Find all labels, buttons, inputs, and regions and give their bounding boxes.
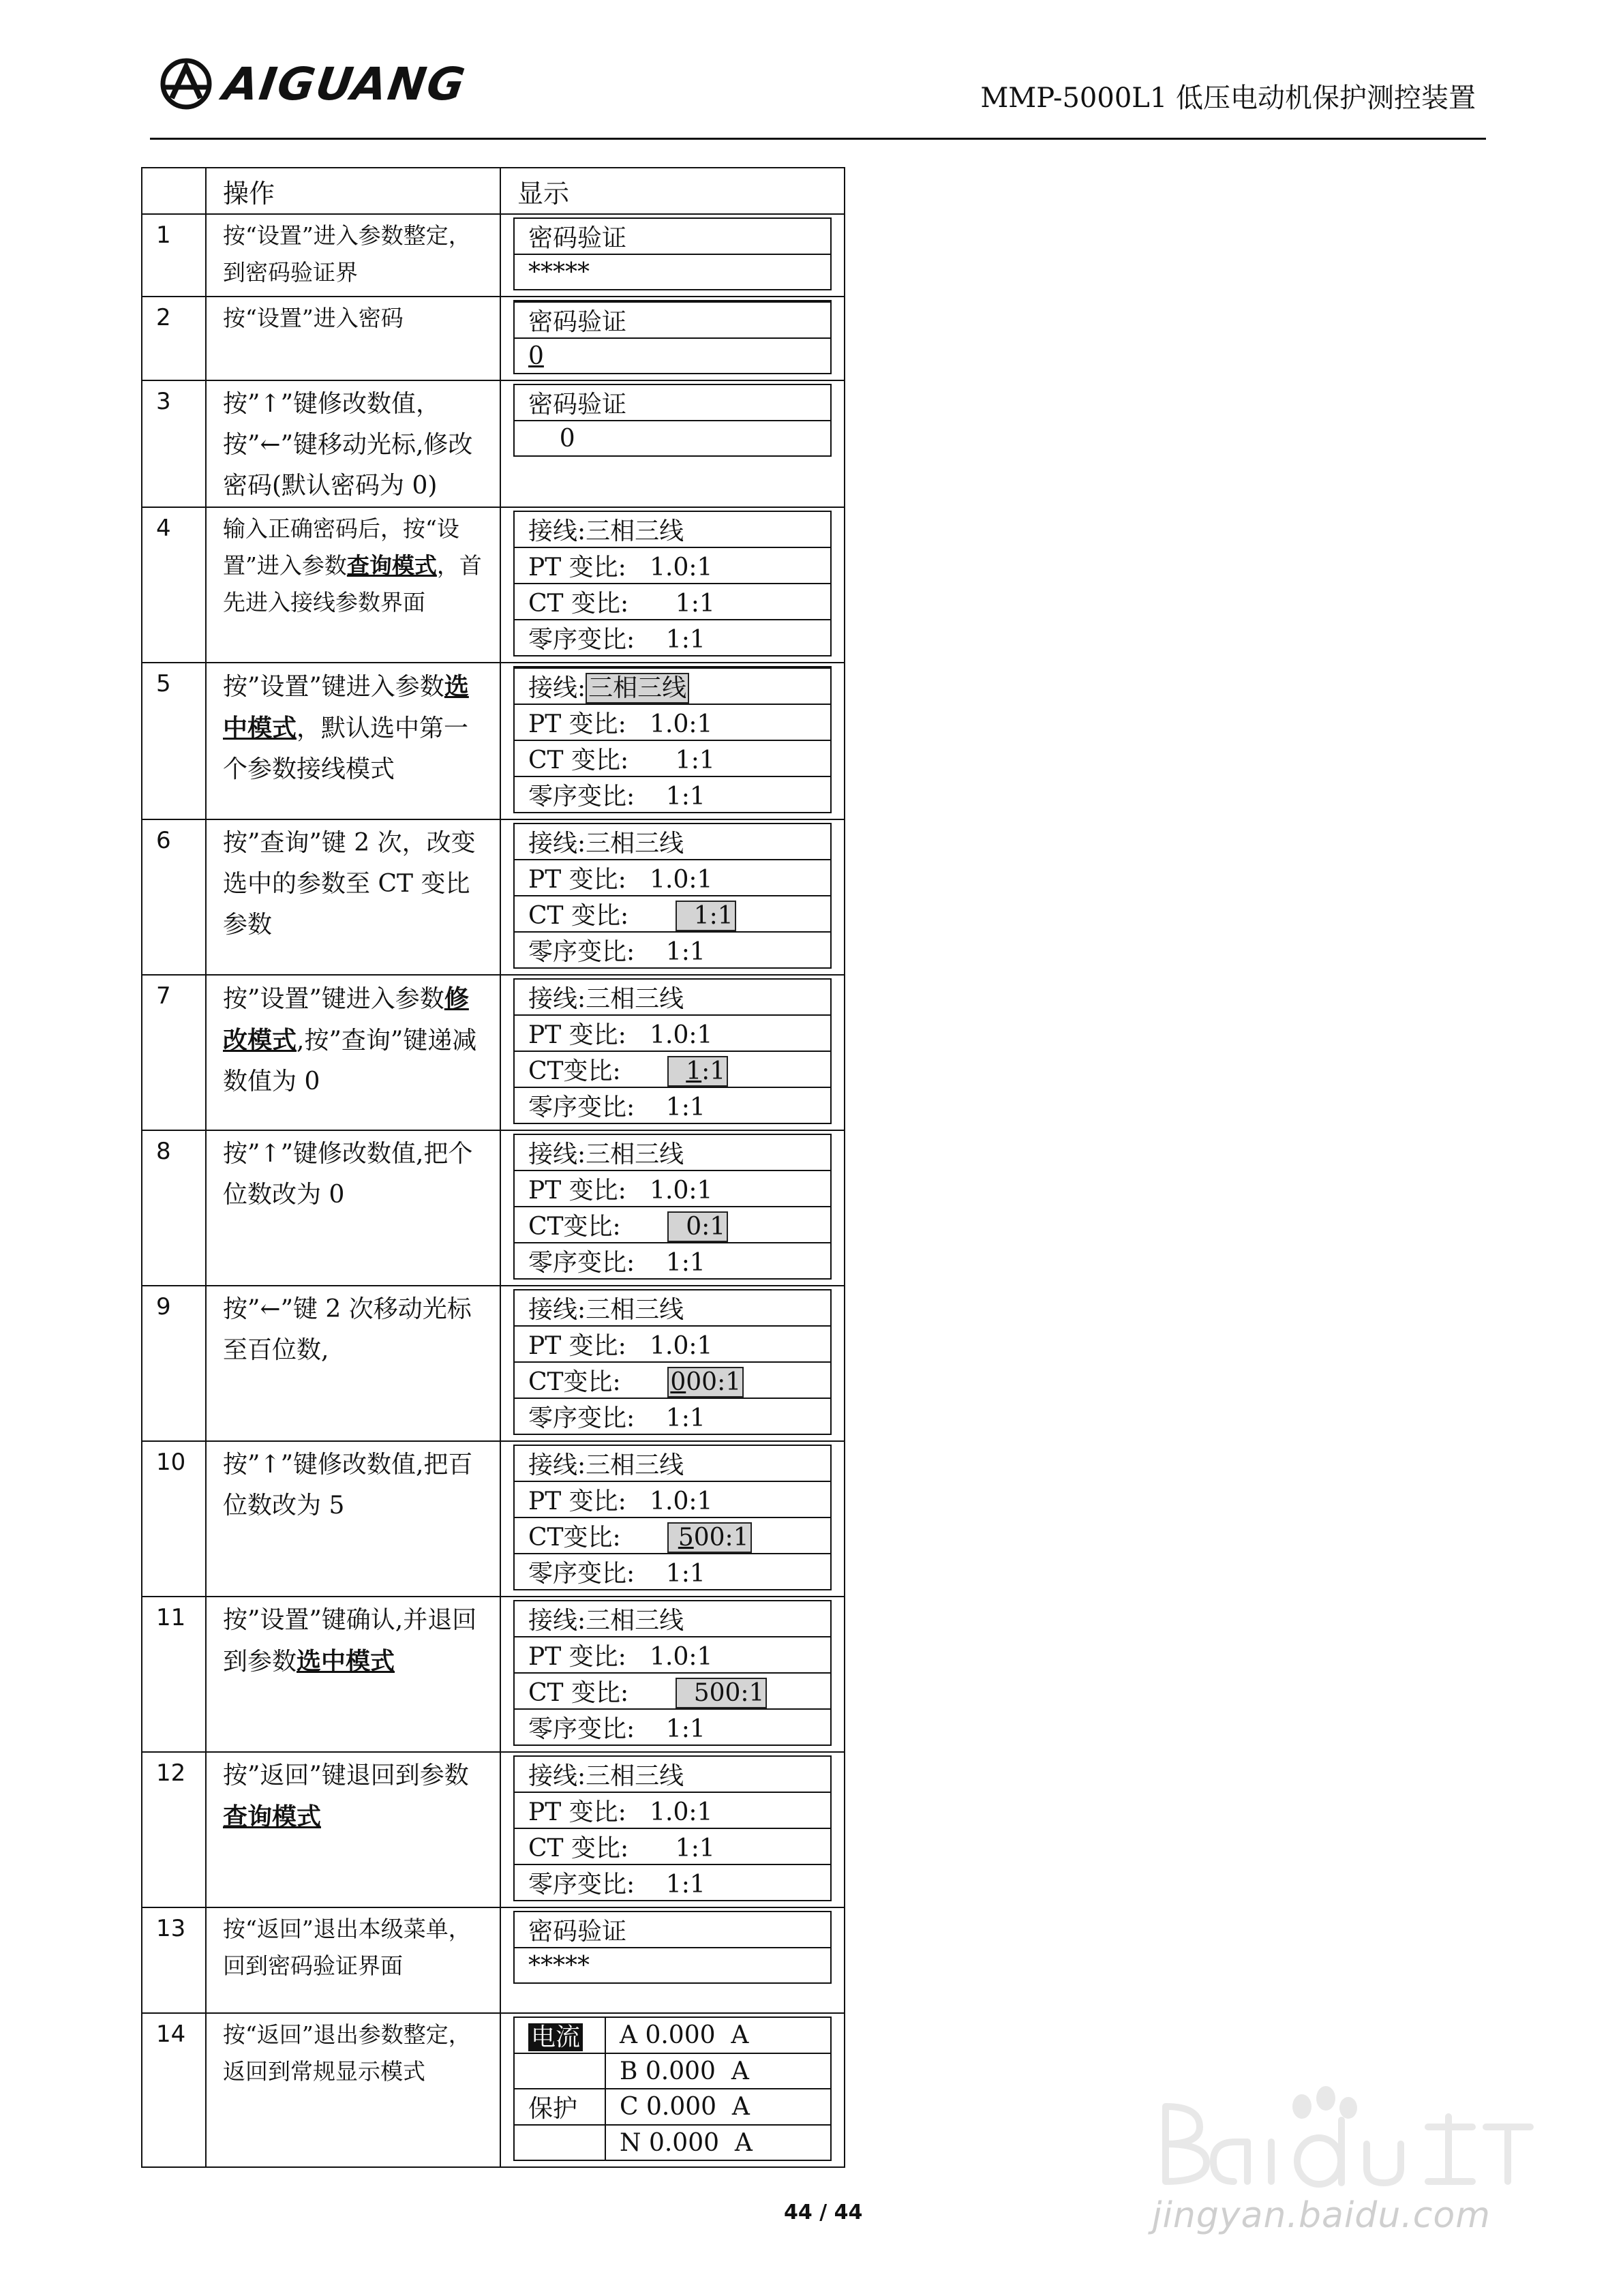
step-operation: 按”设置”键确认,并退回到参数选中模式: [206, 1597, 500, 1752]
lcd-screen: [513, 1289, 832, 1435]
lcd-line: 密码验证: [514, 1912, 831, 1948]
step-number: 11: [142, 1597, 206, 1752]
selected-value: 1:1: [676, 901, 736, 931]
step-display: [500, 380, 845, 507]
lcd-line: [514, 338, 831, 374]
step-operation: 按“设置”进入密码: [206, 297, 500, 380]
lcd-line: PT 变比: 1.0:1: [514, 860, 831, 896]
step-number: 9: [142, 1286, 206, 1441]
table-row: [142, 975, 845, 1130]
lcd-reading: A 0.000 A: [605, 2017, 831, 2053]
lcd-line: *****: [514, 254, 831, 290]
page-number: 44 / 44: [784, 2201, 863, 2224]
step-number: 4: [142, 507, 206, 663]
table-row: [142, 1907, 845, 2013]
lcd-line: CT 变比: 1:1: [514, 896, 831, 932]
lcd-screen: [513, 666, 832, 813]
lcd-line: 密码验证: [514, 301, 831, 338]
step-operation: 按”←”键 2 次移动光标至百位数,: [206, 1286, 500, 1441]
brand-logo: [158, 53, 470, 115]
step-display: [500, 2013, 845, 2167]
table-row: [142, 507, 845, 663]
lcd-screen: [513, 1445, 832, 1590]
header-divider: [150, 138, 1486, 140]
lcd-line: 零序变比: 1:1: [514, 932, 831, 968]
lcd-line: CT变比: 0:1: [514, 1207, 831, 1243]
step-operation: 按“返回”退出本级菜单，回到密码验证界面: [206, 1907, 500, 2013]
step-operation: 按”设置”键进入参数选中模式，默认选中第一个参数接线模式: [206, 663, 500, 819]
step-operation: 按”设置”键进入参数修改模式,按”查询”键递减数值为 0: [206, 975, 500, 1130]
step-operation: 按”↑”键修改数值，按”←”键移动光标,修改密码(默认密码为 0): [206, 380, 500, 507]
step-display: [500, 297, 845, 380]
lcd-line: CT变比: 500:1: [514, 1517, 831, 1554]
lcd-line: 接线: 三相三线: [514, 667, 831, 704]
lcd-line: 接线:三相三线: [514, 1445, 831, 1481]
step-number: 2: [142, 297, 206, 380]
document-title: MMP-5000L1 低压电动机保护测控装置: [980, 82, 1476, 114]
lcd-mode-label: 保护: [514, 2089, 605, 2125]
lcd-reading: B 0.000 A: [605, 2053, 831, 2089]
lcd-screen: [513, 978, 832, 1124]
step-operation: 按“返回”退出参数整定，返回到常规显示模式: [206, 2013, 500, 2167]
cursor-digit: 0: [528, 342, 544, 370]
lcd-line: CT 变比: 1:1: [514, 584, 831, 620]
step-operation: 按“设置”进入参数整定，到密码验证界: [206, 214, 500, 297]
table-row: [142, 1286, 845, 1441]
lcd-screen: [513, 511, 832, 656]
table-row: [142, 1441, 845, 1597]
step-operation: 按”返回”键退回到参数查询模式: [206, 1752, 500, 1907]
step-number: 14: [142, 2013, 206, 2167]
table-row: [142, 297, 845, 380]
lcd-line: 密码验证: [514, 384, 831, 421]
step-operation: 输入正确密码后，按“设置”进入参数查询模式，首先进入接线参数界面: [206, 507, 500, 663]
lcd-line: 零序变比: 1:1: [514, 1398, 831, 1434]
step-display: [500, 1130, 845, 1286]
logo-wordmark: AIGUANG: [219, 57, 470, 110]
step-display: [500, 1597, 845, 1752]
step-operation: 按”↑”键修改数值,把百位数改为 5: [206, 1441, 500, 1597]
selected-value: 000:1: [667, 1367, 744, 1398]
lcd-line: 零序变比: 1:1: [514, 1864, 831, 1901]
table-row: [142, 214, 845, 297]
header-num: [142, 168, 206, 214]
table-row: [142, 1597, 845, 1752]
lcd-screen: [513, 1755, 832, 1901]
step-display: [500, 214, 845, 297]
lcd-mode-label: [514, 2053, 605, 2089]
step-display: [500, 1907, 845, 2013]
table-row: [142, 819, 845, 975]
lcd-line: 接线:三相三线: [514, 979, 831, 1015]
lcd-line: 接线:三相三线: [514, 1601, 831, 1637]
lcd-line: CT 变比: 1:1: [514, 740, 831, 776]
lcd-line: PT 变比: 1.0:1: [514, 1015, 831, 1051]
lcd-line: 零序变比: 1:1: [514, 1087, 831, 1123]
lcd-screen: [513, 1600, 832, 1746]
lcd-line: 接线:三相三线: [514, 1756, 831, 1792]
logo-emblem-icon: [158, 56, 214, 112]
step-number: 7: [142, 975, 206, 1130]
step-number: 10: [142, 1441, 206, 1597]
lcd-line: 接线:三相三线: [514, 1134, 831, 1170]
lcd-line: 零序变比: 1:1: [514, 1243, 831, 1279]
selected-value: 500:1: [667, 1522, 751, 1553]
lcd-line: PT 变比: 1.0:1: [514, 1326, 831, 1362]
step-display: [500, 663, 845, 819]
selected-value: 1:1: [667, 1056, 728, 1087]
step-number: 13: [142, 1907, 206, 2013]
step-number: 1: [142, 214, 206, 297]
lcd-line: PT 变比: 1.0:1: [514, 1792, 831, 1828]
step-operation: 按”查询”键 2 次，改变选中的参数至 CT 变比参数: [206, 819, 500, 975]
lcd-screen: [513, 300, 832, 374]
lcd-mode-label: [514, 2017, 605, 2053]
lcd-line: 零序变比: 1:1: [514, 776, 831, 813]
lcd-reading: C 0.000 A: [605, 2089, 831, 2125]
lcd-screen: [513, 2016, 832, 2161]
lcd-line: 接线:三相三线: [514, 1290, 831, 1326]
lcd-screen: [513, 384, 832, 457]
step-display: [500, 819, 845, 975]
lcd-screen: [513, 1911, 832, 1984]
table-row: [142, 2013, 845, 2167]
lcd-line: CT 变比: 1:1: [514, 1828, 831, 1864]
step-operation: 按”↑”键修改数值,把个位数改为 0: [206, 1130, 500, 1286]
lcd-line: PT 变比: 1.0:1: [514, 547, 831, 584]
header-display: 显示: [500, 168, 845, 214]
lcd-line: CT变比: 1:1: [514, 1051, 831, 1087]
lcd-mode-label: [514, 2125, 605, 2160]
table-row: [142, 380, 845, 507]
lcd-line: 密码验证: [514, 218, 831, 254]
lcd-screen: [513, 1134, 832, 1280]
step-number: 12: [142, 1752, 206, 1907]
lcd-line: 零序变比: 1:1: [514, 1554, 831, 1590]
lcd-line: PT 变比: 1.0:1: [514, 1481, 831, 1517]
table-header-row: [142, 168, 845, 214]
lcd-line: 接线:三相三线: [514, 824, 831, 860]
procedure-table: [141, 167, 845, 2168]
lcd-line: PT 变比: 1.0:1: [514, 1637, 831, 1673]
step-number: 3: [142, 380, 206, 507]
table-row: [142, 663, 845, 819]
table-row: [142, 1130, 845, 1286]
step-number: 6: [142, 819, 206, 975]
lcd-screen: [513, 217, 832, 290]
table-row: [142, 1752, 845, 1907]
lcd-line: 0: [514, 421, 831, 456]
lcd-reading: N 0.000 A: [605, 2125, 831, 2160]
step-display: [500, 1441, 845, 1597]
step-number: 5: [142, 663, 206, 819]
lcd-line: *****: [514, 1948, 831, 1983]
header-operation: 操作: [206, 168, 500, 214]
watermark-url: jingyan.baidu.com: [1152, 2195, 1491, 2236]
step-display: [500, 975, 845, 1130]
lcd-line: CT 变比: 500:1: [514, 1673, 831, 1709]
selected-value: 三相三线: [586, 673, 689, 704]
step-number: 8: [142, 1130, 206, 1286]
lcd-line: 接线:三相三线: [514, 511, 831, 547]
lcd-line: PT 变比: 1.0:1: [514, 1170, 831, 1207]
lcd-line: 零序变比: 1:1: [514, 620, 831, 656]
step-display: [500, 1752, 845, 1907]
step-display: [500, 507, 845, 663]
lcd-screen: [513, 823, 832, 969]
lcd-line: PT 变比: 1.0:1: [514, 704, 831, 740]
step-display: [500, 1286, 845, 1441]
lcd-line: CT变比: 000:1: [514, 1362, 831, 1398]
current-mode-highlight: 电流: [528, 2023, 583, 2051]
selected-value: 500:1: [676, 1678, 768, 1708]
selected-value: 0:1: [667, 1211, 728, 1242]
lcd-line: 零序变比: 1:1: [514, 1709, 831, 1745]
